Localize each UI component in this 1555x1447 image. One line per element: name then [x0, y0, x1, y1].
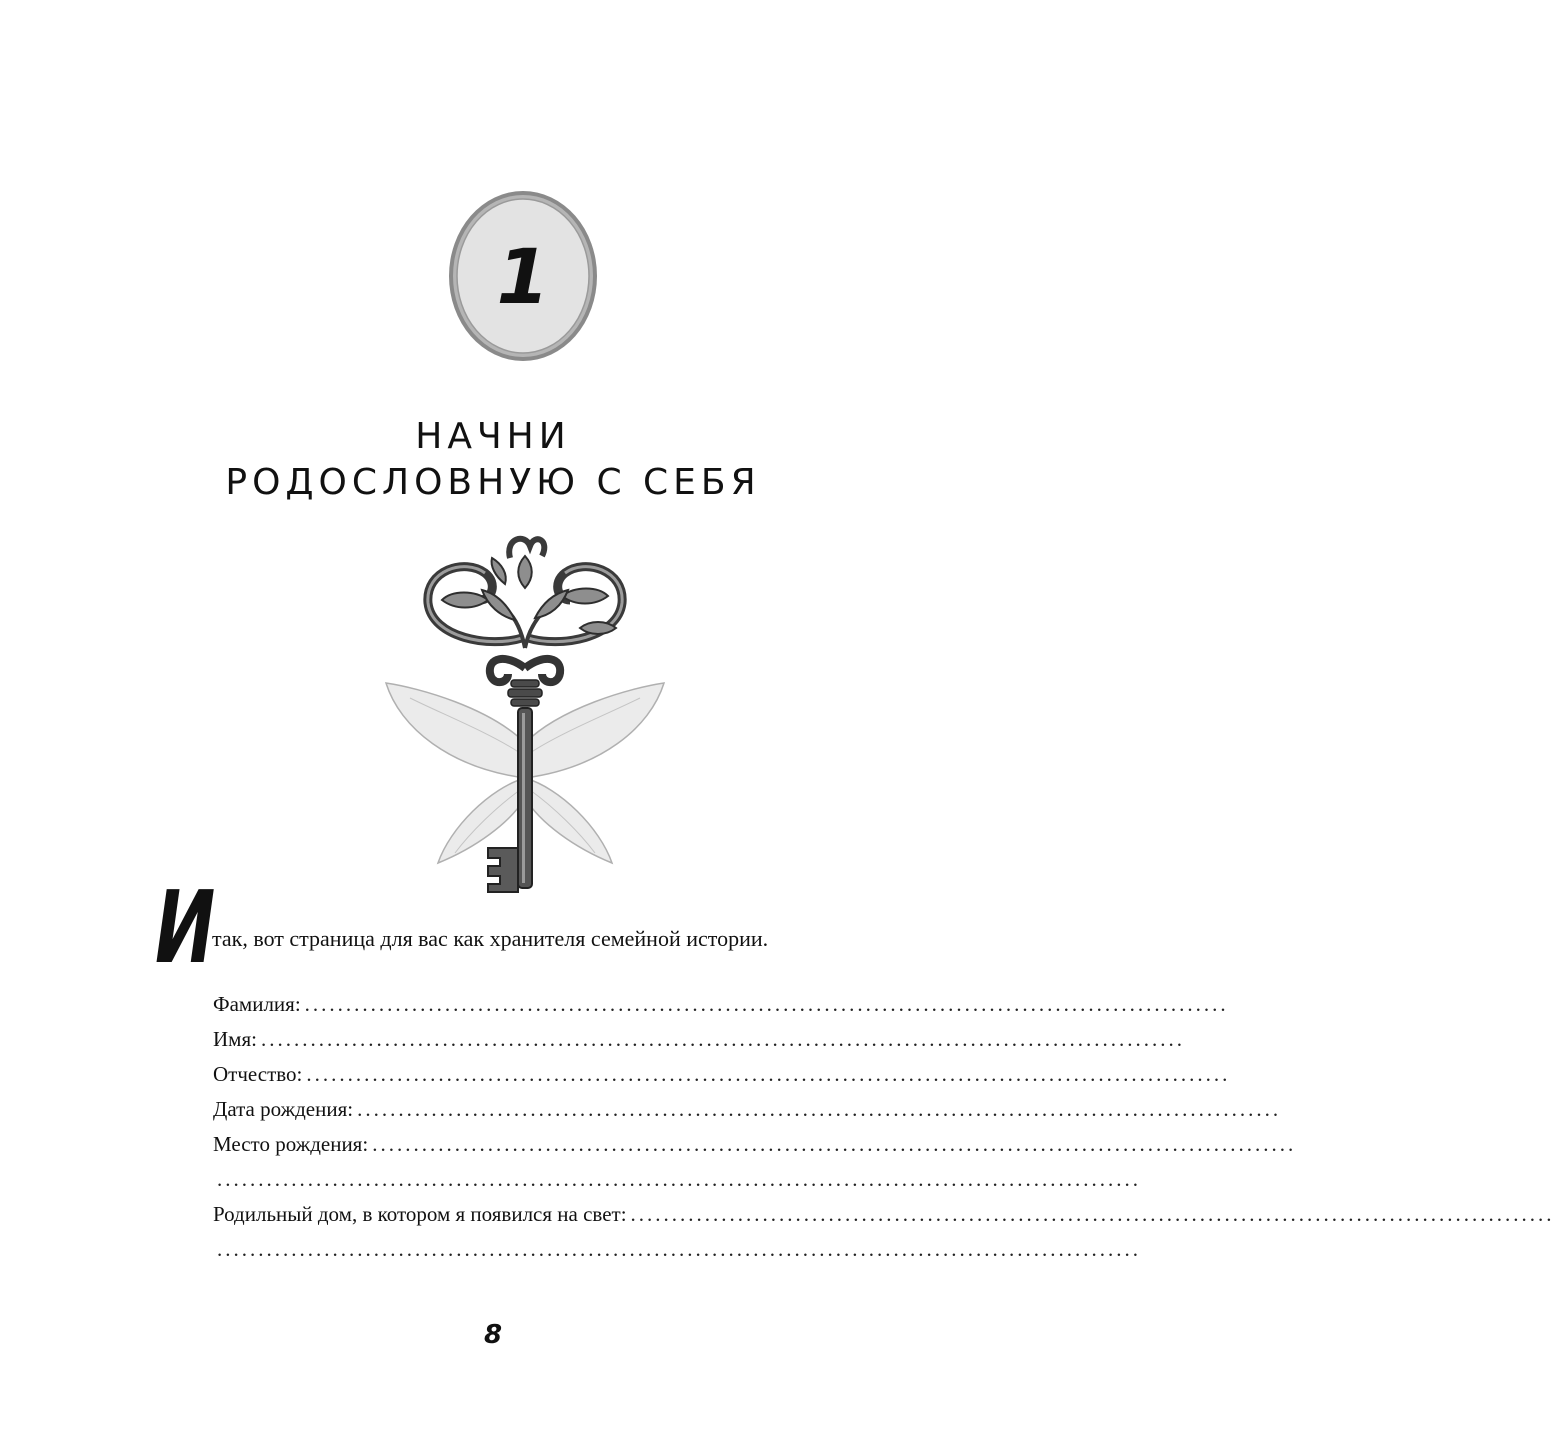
fill-line: ................................................................................................................ [217, 1167, 1141, 1191]
form-label: Фамилия: [213, 992, 301, 1016]
chapter-title-line-1: НАЧНИ [415, 416, 571, 457]
fill-line: ................................................................................................................ [304, 992, 1229, 1016]
form-row-birth-place[interactable] [213, 1132, 1297, 1167]
drop-cap: И [155, 869, 216, 986]
chapter-number: 1 [496, 231, 550, 321]
fill-line: ................................................................................................................ [630, 1202, 1555, 1226]
form-label: Дата рождения: [213, 1097, 354, 1121]
fill-line: ................................................................................................................ [306, 1062, 1231, 1086]
form-row-surname[interactable] [213, 992, 1229, 1027]
chapter-title-line-2: РОДОСЛОВНУЮ С СЕБЯ [225, 462, 761, 503]
winged-key-icon [380, 528, 670, 896]
form-label: Имя: [213, 1027, 257, 1051]
fill-line: ................................................................................................................ [357, 1097, 1282, 1121]
form-row-patronymic[interactable] [213, 1062, 1231, 1097]
fill-line: ................................................................................................................ [260, 1027, 1185, 1051]
form-row-maternity-hospital[interactable] [213, 1202, 1555, 1237]
form-label: Отчество: [213, 1062, 303, 1086]
form-row-maternity-hospital-continued[interactable] [213, 1237, 1141, 1272]
form-row-name[interactable] [213, 1027, 1185, 1062]
page-number: 8 [483, 1320, 503, 1350]
chapter-badge [446, 188, 600, 364]
intro-text: так, вот страница для вас как хранителя семейной истории. [212, 926, 769, 951]
form-label: Место рождения: [213, 1132, 369, 1156]
form-row-birth-place-continued[interactable] [213, 1167, 1141, 1202]
intro-paragraph [155, 869, 915, 986]
form-row-birth-date[interactable] [213, 1097, 1282, 1132]
fill-line: ................................................................................................................ [372, 1132, 1297, 1156]
personal-info-form [213, 992, 1555, 1272]
fill-line: ................................................................................................................ [217, 1237, 1141, 1261]
form-label: Родильный дом, в котором я появился на свет: [213, 1202, 627, 1226]
